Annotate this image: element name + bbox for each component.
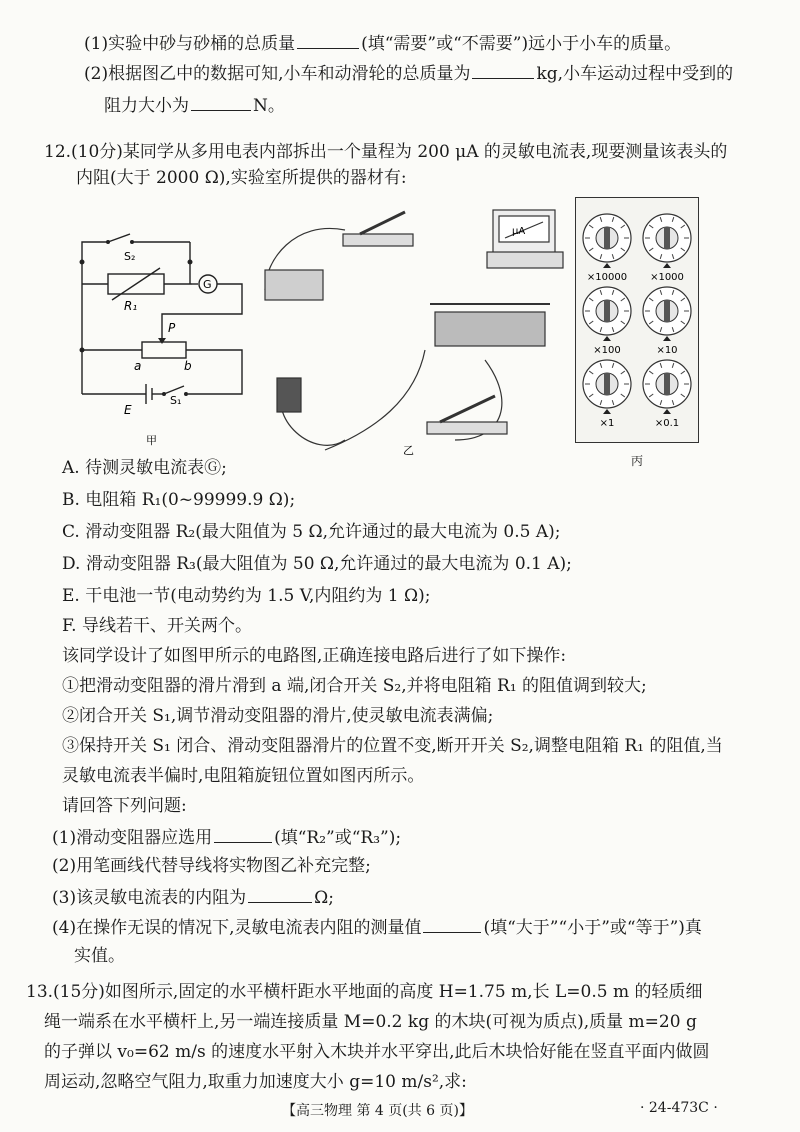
dial-multiplier-label: ×1000 <box>650 272 684 283</box>
label-e: E <box>124 403 132 417</box>
option-b: B. 电阻箱 R₁(0~99999.9 Ω); <box>62 490 296 510</box>
step-3-a: ③保持开关 S₁ 闭合、滑动变阻器滑片的位置不变,断开开关 S₂,调整电阻箱 R₁ 的阻值,当 <box>62 736 723 756</box>
page-footer: 【高三物理 第 4 页(共 6 页)】 <box>282 1103 473 1119</box>
resistance-box-bing <box>575 197 699 443</box>
label-a: a <box>134 359 142 373</box>
answer-blank[interactable] <box>191 92 251 111</box>
dial-knob <box>643 287 691 341</box>
fig-label-bing: 丙 <box>631 454 644 468</box>
option-c: C. 滑动变阻器 R₂(最大阻值为 5 Ω,允许通过的最大电流为 0.5 A); <box>62 522 561 542</box>
step-1: ①把滑动变阻器的滑片滑到 a 端,闭合开关 S₂,并将电阻箱 R₁ 的阻值调到较大; <box>62 676 647 696</box>
answer-blank[interactable] <box>472 60 534 79</box>
q13-line-2: 绳一端系在水平横杆上,另一端连接质量 M=0.2 kg 的木块(可视为质点),质量 m=20 g <box>44 1012 697 1032</box>
step-3-b: 灵敏电流表半偏时,电阻箱旋钮位置如图丙所示。 <box>62 766 425 786</box>
apparatus-figure-yi <box>255 200 565 460</box>
q13-line-4: 周运动,忽略空气阻力,取重力加速度大小 g=10 m/s²,求: <box>44 1072 467 1092</box>
q11-part2-cont: 阻力大小为 N。 <box>104 92 285 118</box>
dial-knob <box>643 360 691 414</box>
dial-multiplier-label: ×0.1 <box>654 418 680 429</box>
q12-intro-1: 12.(10分)某同学从多用电表内部拆出一个量程为 200 μA 的灵敏电流表,现要测量该表头的 <box>44 142 728 162</box>
step-2: ②闭合开关 S₁,调节滑动变阻器的滑片,使灵敏电流表满偏; <box>62 706 494 726</box>
paper-code: · 24-473C · <box>640 1100 718 1116</box>
q12-intro-2: 内阻(大于 2000 Ω),实验室所提供的器材有: <box>76 168 407 188</box>
option-e: E. 干电池一节(电动势约为 1.5 V,内阻约为 1 Ω); <box>62 586 431 606</box>
meter-unit-label: μA <box>512 226 526 237</box>
q13-line-3: 的子弹以 v₀=62 m/s 的速度水平射入木块并水平穿出,此后木块恰好能在竖直平面内做圆 <box>44 1042 710 1062</box>
answer-blank[interactable] <box>248 884 312 903</box>
dial-multiplier-label: ×10 <box>656 345 678 356</box>
option-f: F. 导线若干、开关两个。 <box>62 616 252 636</box>
fig-label-jia: 甲 <box>146 434 157 447</box>
answer-blank[interactable] <box>423 914 481 933</box>
dial-multiplier-label: ×10000 <box>586 272 628 283</box>
q11-part1: (1)实验中砂与砂桶的总质量 (填“需要”或“不需要”)远小于小车的质量。 <box>84 30 681 56</box>
answer-4-cont: 实值。 <box>74 946 125 966</box>
label-p: P <box>168 321 176 335</box>
answer-blank[interactable] <box>214 824 272 843</box>
ask-text: 请回答下列问题: <box>62 796 187 816</box>
label-r1: R₁ <box>124 299 138 313</box>
label-s2: S₂ <box>124 250 136 263</box>
design-text: 该同学设计了如图甲所示的电路图,正确连接电路后进行了如下操作: <box>62 646 567 666</box>
option-d: D. 滑动变阻器 R₃(最大阻值为 50 Ω,允许通过的最大电流为 0.1 A); <box>62 554 572 574</box>
answer-4: (4)在操作无误的情况下,灵敏电流表内阻的测量值 (填“大于”“小于”或“等于”)真 <box>52 914 702 940</box>
dial-panel <box>576 198 698 442</box>
dial-knob <box>583 214 631 268</box>
q13-line-1: 13.(15分)如图所示,固定的水平横杆距水平地面的高度 H=1.75 m,长 L=0.5 m 的轻质细 <box>26 982 703 1002</box>
dial-multiplier-label: ×100 <box>593 345 621 356</box>
label-s1: S₁ <box>170 394 182 407</box>
label-b: b <box>184 359 192 373</box>
dial-knob <box>643 214 691 268</box>
dial-knob <box>583 360 631 414</box>
answer-1: (1)滑动变阻器应选用 (填“R₂”或“R₃”); <box>52 824 401 850</box>
dial-knob <box>583 287 631 341</box>
answer-3: (3)该灵敏电流表的内阻为 Ω; <box>52 884 334 910</box>
fig-label-yi: 乙 <box>403 444 414 457</box>
answer-2: (2)用笔画线代替导线将实物图乙补充完整; <box>52 856 371 876</box>
option-a: A. 待测灵敏电流表Ⓖ; <box>62 458 227 478</box>
q11-part2: (2)根据图乙中的数据可知,小车和动滑轮的总质量为 kg,小车运动过程中受到的 <box>84 60 733 86</box>
circuit-diagram-jia <box>60 222 260 452</box>
answer-blank[interactable] <box>297 30 359 49</box>
dial-multiplier-label: ×1 <box>599 418 615 429</box>
galvanometer-g-icon: G <box>203 278 212 291</box>
